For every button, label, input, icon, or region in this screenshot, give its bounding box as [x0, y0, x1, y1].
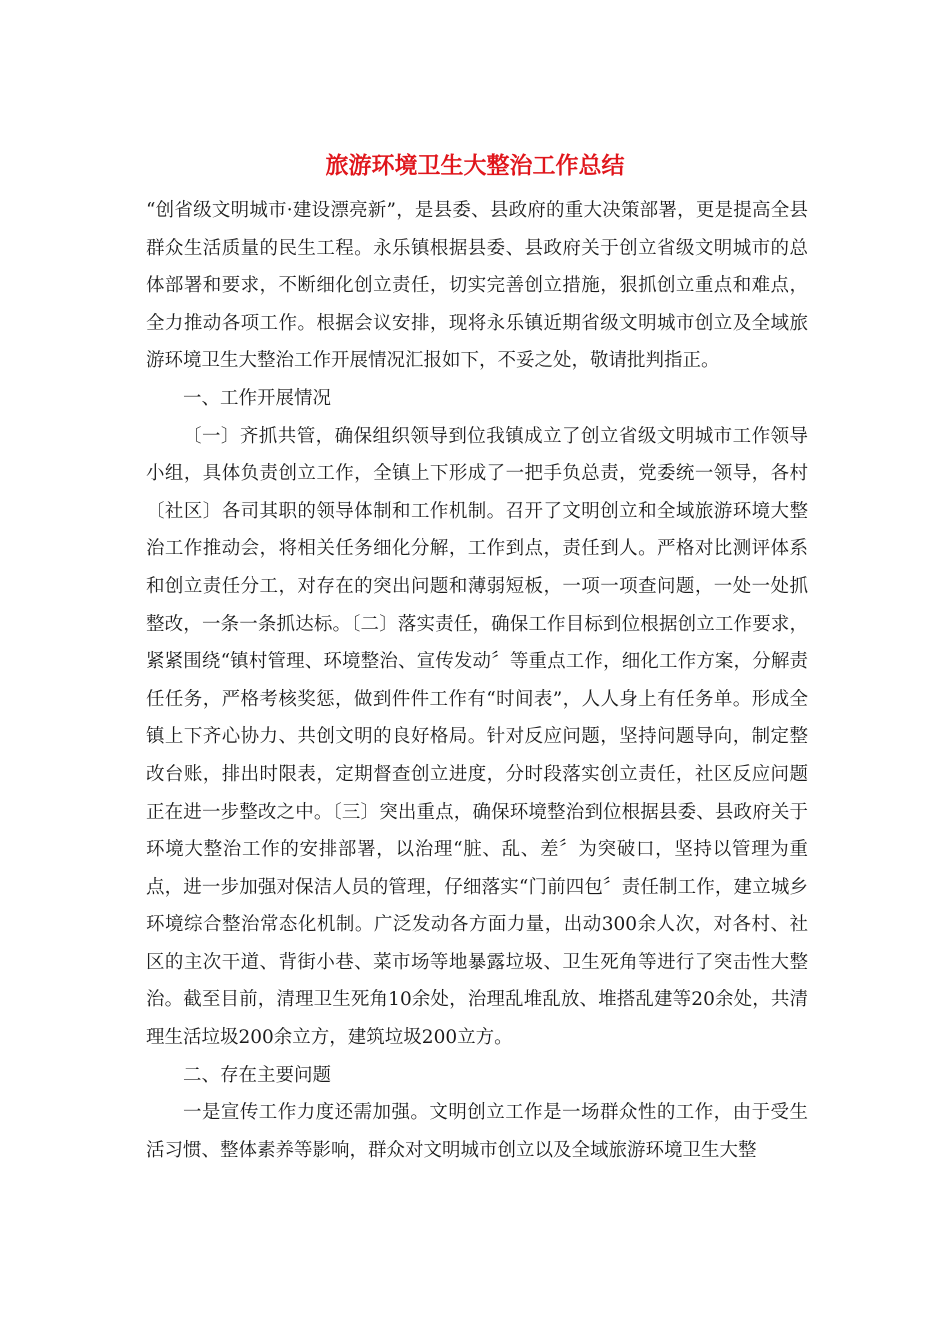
section-body-main-problems: 一是宣传工作力度还需加强。文明创立工作是一场群众性的工作，由于受生活习惯、整体素养等影响，群众对文明城市创立以及全域旅游环境卫生大整	[146, 1102, 808, 1161]
document-title: 旅游环境卫生大整治工作总结	[325, 152, 625, 179]
section-heading-main-problems: 二、存在主要问题	[183, 1064, 332, 1086]
section-heading-work-progress: 一、工作开展情况	[183, 387, 332, 409]
document-body	[146, 192, 808, 1169]
intro-paragraph: “创省级文明城市·建设漂亮新”，是县委、县政府的重大决策部署，更是提高全县群众生活质量的民生工程。永乐镇根据县委、县政府关于创立省级文明城市的总体部署和要求，不断细化创立责任，切实完善创立措施，狠抓创立重点和难点，全力推动各项工作。根据会议安排，现将永乐镇近期省级文明城市创立及全域旅游环境卫生大整治工作开展情况汇报如下，不妥之处，敬请批判指正。	[146, 200, 808, 372]
section-body-work-progress: 〔一〕齐抓共管，确保组织领导到位我镇成立了创立省级文明城市工作领导小组，具体负责创立工作，全镇上下形成了一把手负总责，党委统一领导，各村〔社区〕各司其职的领导体制和工作机制。召开了文明创立和全域旅游环境大整治工作推动会，将相关任务细化分解，工作到点，责任到人。严格对比测评体系和创立责任分工，对存在的突出问题和薄弱短板，一项一项查问题，一处一处抓整改，一条一条抓达标。〔二〕落实责任，确保工作目标到位根据创立工作要求，紧紧围绕“镇村管理、环境整治、宣传发动〞等重点工作，细化工作方案，分解责任任务，严格考核奖惩，做到件件工作有“时间表”，人人身上有任务单。形成全镇上下齐心协力、共创文明的良好格局。针对反应问题，坚持问题导向，制定整改台账，排出时限表，定期督查创立进度，分时段落实创立责任，社区反应问题正在进一步整改之中。〔三〕突出重点，确保环境整治到位根据县委、县政府关于环境大整治工作的安排部署，以治理“脏、乱、差〞为突破口，坚持以管理为重点，进一步加强对保洁人员的管理，仔细落实“门前四包〞责任制工作，建立城乡环境综合整治常态化机制。广泛发动各方面力量，出动300余人次，对各村、社区的主次干道、背街小巷、菜市场等地暴露垃圾、卫生死角等进行了突击性大整治。截至目前，清理卫生死角10余处，治理乱堆乱放、堆搭乱建等20余处，共清理生活垃圾200余立方，建筑垃圾200立方。	[146, 425, 808, 1049]
